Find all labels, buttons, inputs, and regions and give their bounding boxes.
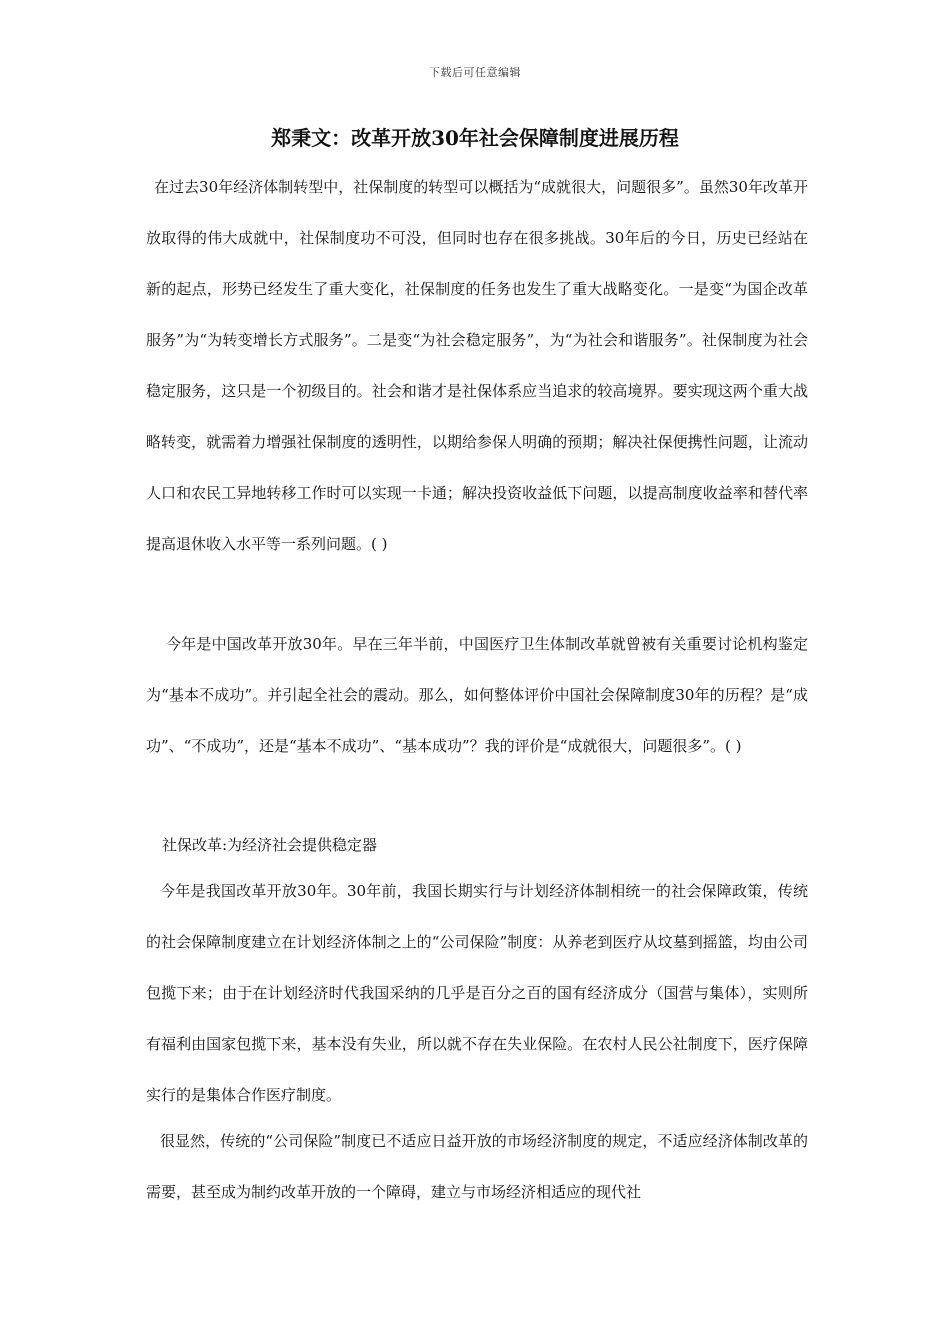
paragraph-3: 今年是我国改革开放30年。30年前，我国长期实行与计划经济体制相统一的社会保障政策，传统的社会保障制度建立在计划经济体制之上的“公司保险”制度：从养老到医疗从坟墓到摇篮，均由公司包揽下来；由于在计划经济时代我国采纳的几乎是百分之百的国有经济成分（国营与集体），实则所有福利由国家包揽下来，基本没有失业，所以就不存在失业保险。在农村人民公社制度下，医疗保障实行的是集体合作医疗制度。 [146,882,808,1104]
paragraph-4: 很显然，传统的“公司保险”制度已不适应日益开放的市场经济制度的规定，不适应经济体制改革的需要，甚至成为制约改革开放的一个障碍，建立与市场经济相适应的现代社 [146,1132,808,1201]
header-note: 下载后可任意编辑 [429,66,521,79]
paragraph-1: 在过去30年经济体制转型中，社保制度的转型可以概括为“成就很大，问题很多”。虽然30年改革开放取得的伟大成就中，社保制度功不可没，但同时也存在很多挑战。30年后的今日，历史已经站在新的起点，形势已经发生了重大变化，社保制度的任务也发生了重大战略变化。一是变“为国企改革服务”为“为转变增长方式服务”。二是变“为社会稳定服务”，为“为社会和谐服务”。社保制度为社会稳定服务，这只是一个初级目的。社会和谐才是社保体系应当追求的较高境界。要实现这两个重大战略转变，就需着力增强社保制度的透明性，以期给参保人明确的预期；解决社保便携性问题，让流动人口和农民工异地转移工作时可以实现一卡通；解决投资收益低下问题，以提高制度收益率和替代率提高退休收入水平等一系列问题。( ) [146,178,808,553]
paragraph-2: 今年是中国改革开放30年。早在三年半前，中国医疗卫生体制改革就曾被有关重要讨论机构鉴定为“基本不成功”。并引起全社会的震动。那么，如何整体评价中国社会保障制度30年的历程？是“成功”、“不成功”，还是“基本不成功”、“基本成功”？我的评价是“成就很大，问题很多”。( ) [146,635,808,755]
section-subheading: 社保改革:为经济社会提供稳定器 [162,836,378,854]
document-title: 郑秉文：改革开放30年社会保障制度进展历程 [271,126,679,150]
